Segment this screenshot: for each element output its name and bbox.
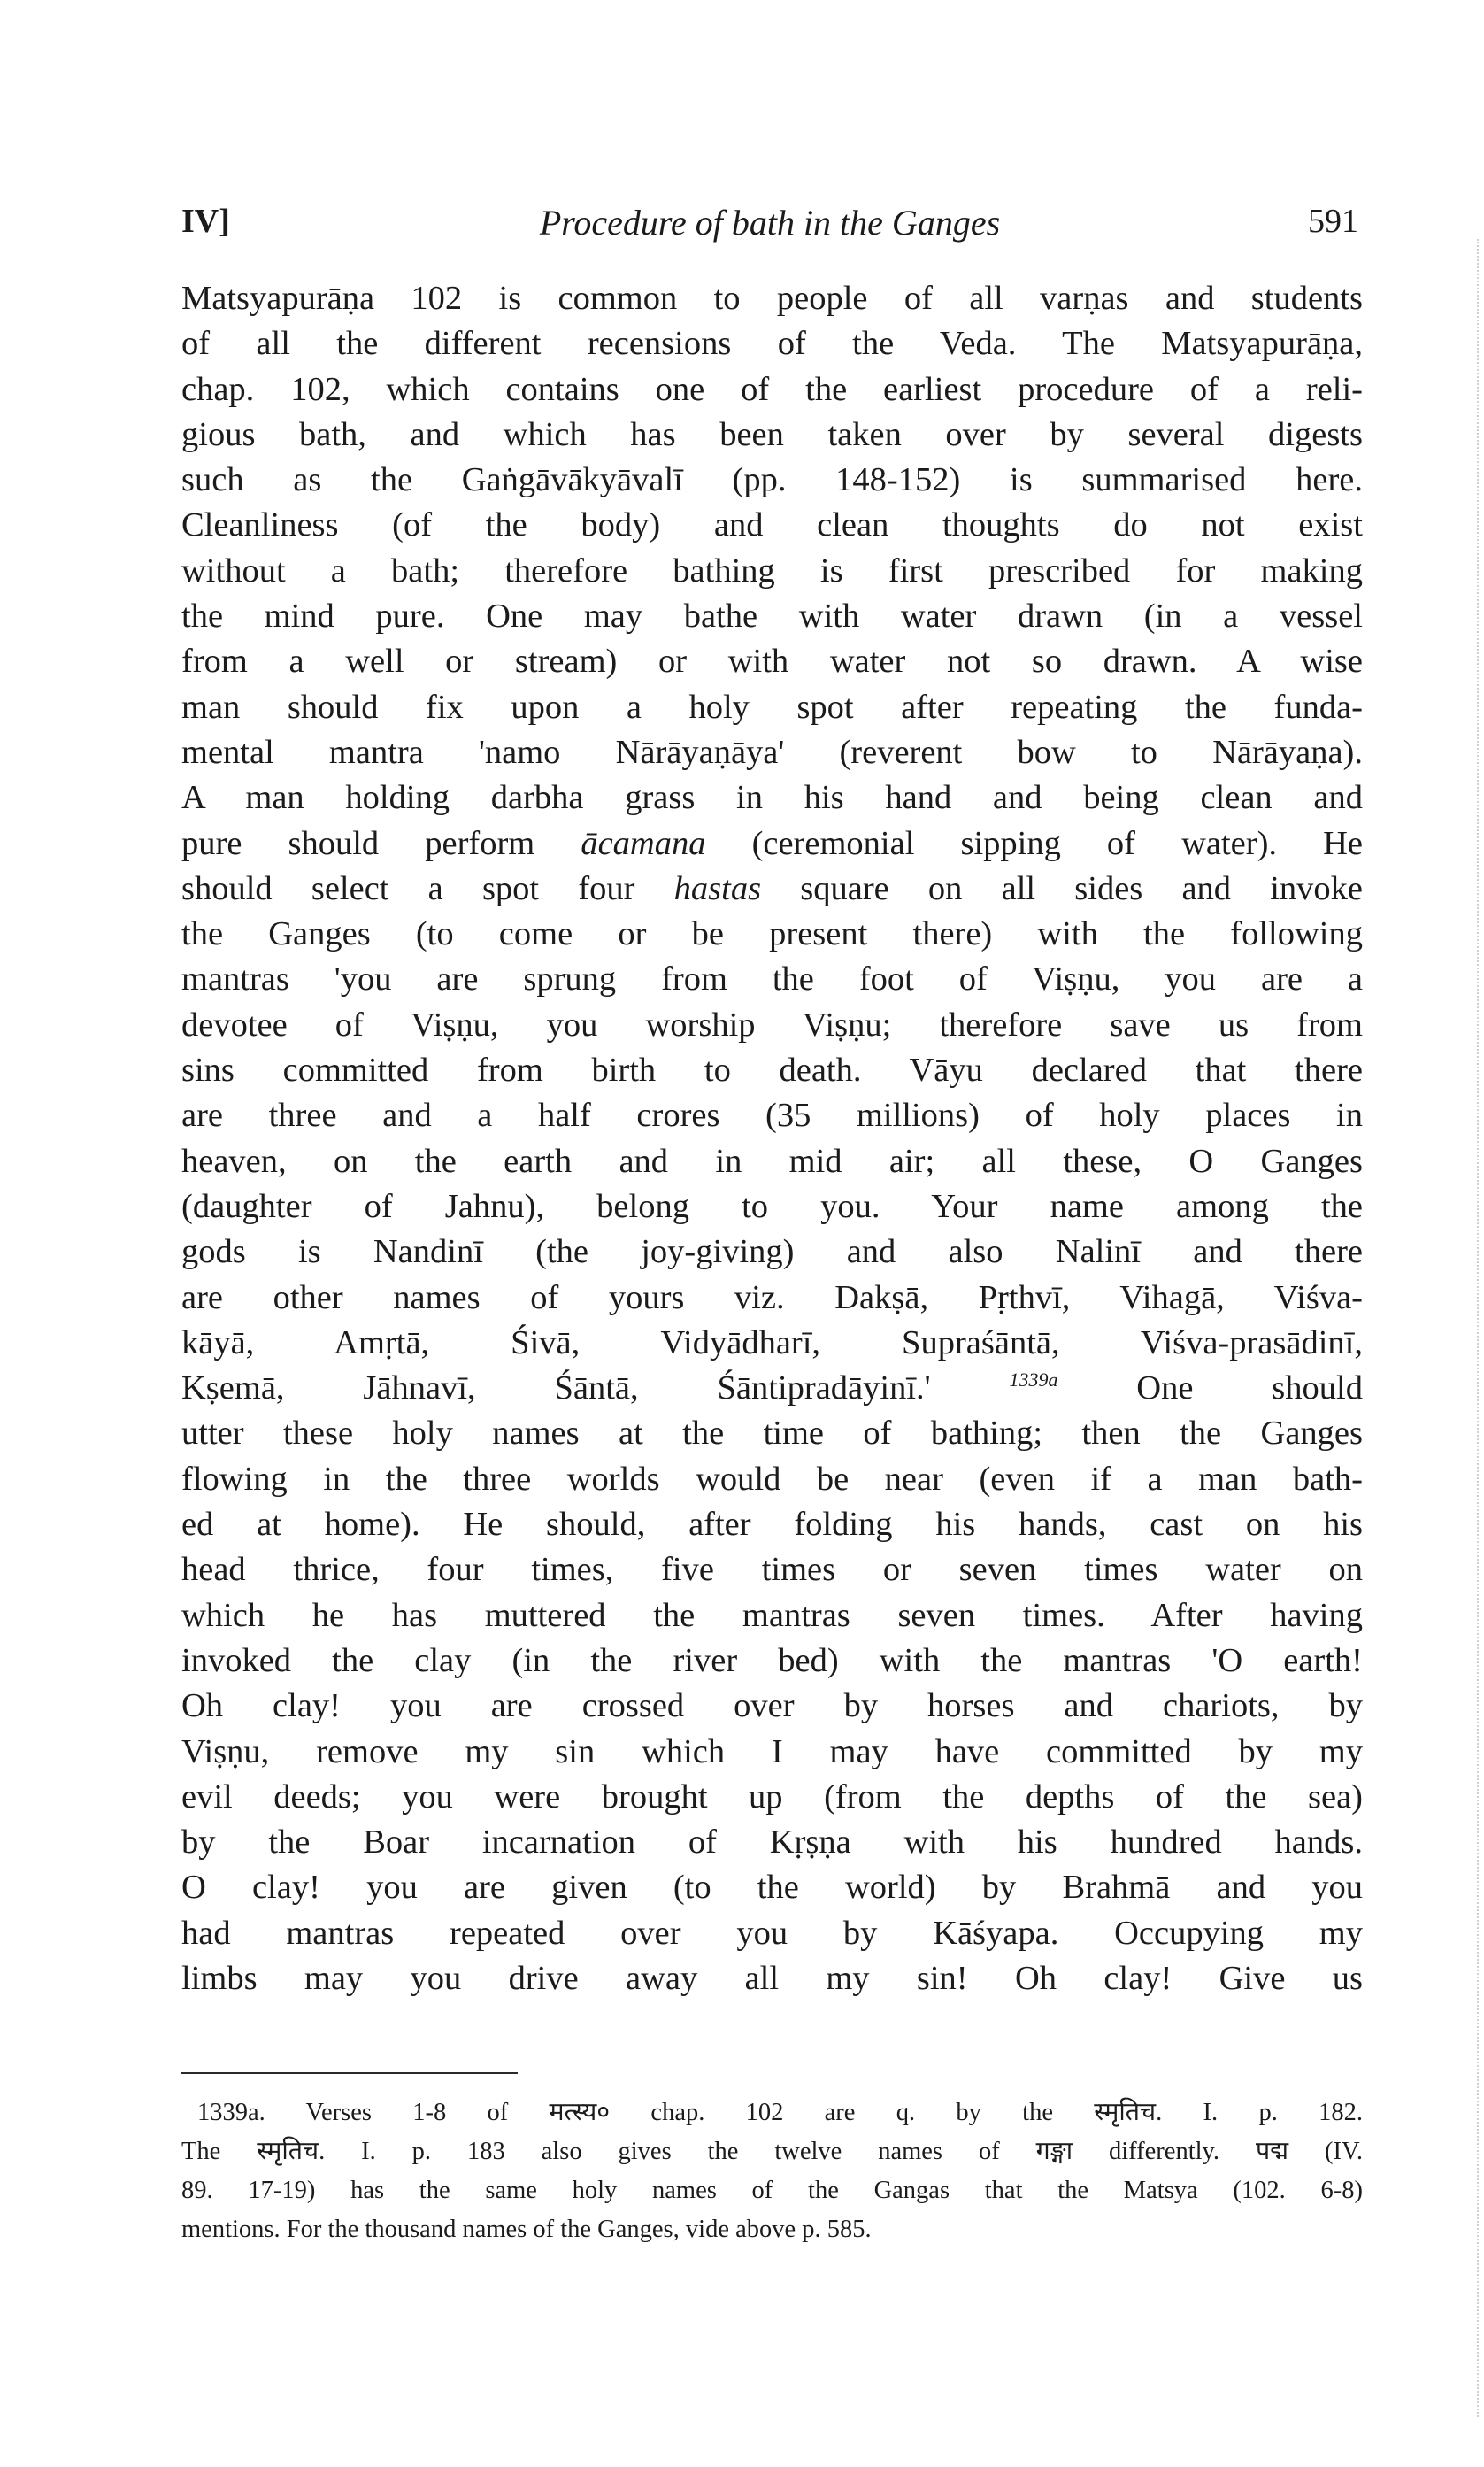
text-segment: should select a spot four: [181, 869, 635, 907]
text-line: by the Boar incarnation of Kṛṣṇa with his hundred hands.: [181, 1823, 1363, 1862]
text-line: flowing in the three worlds would be near (even if a man bath-: [181, 1460, 1363, 1498]
text-segment: square on all sides and invoke: [761, 869, 1364, 907]
text-line: [181, 821, 1363, 867]
text-line: chap. 102, which contains one of the earliest procedure of a reli-: [181, 370, 1363, 408]
text-segment: pure should perform: [181, 824, 535, 862]
text-segment: One should: [1057, 1369, 1363, 1407]
scan-margin-edge: [1477, 239, 1479, 2417]
text-line: ed at home). He should, after folding his hands, cast on his: [181, 1506, 1363, 1544]
text-line: [181, 867, 1363, 912]
footnote-divider: [181, 2072, 518, 2074]
text-line: Cleanliness (of the body) and clean thoughts do not exist: [181, 506, 1363, 544]
footnote-reference[interactable]: 1339a: [1009, 1368, 1058, 1392]
text-line: Oh clay! you are crossed over by horses and chariots, by: [181, 1687, 1363, 1725]
running-title: Procedure of bath in the Ganges: [539, 203, 1001, 243]
text-line: sins committed from birth to death. Vāyu declared that there: [181, 1052, 1363, 1090]
page-number: 591: [1308, 203, 1358, 240]
text-line: kāyā, Amṛtā, Śivā, Vidyādharī, Supraśāntā, Viśva-prasādinī,: [181, 1323, 1363, 1361]
text-line: invoked the clay (in the river bed) with the mantras 'O earth!: [181, 1641, 1363, 1679]
text-segment: Kṣemā, Jāhnavī, Śāntā, Śāntipradāyinī.': [181, 1369, 931, 1407]
running-header: [181, 202, 1358, 255]
text-line: which he has muttered the mantras seven times. After having: [181, 1596, 1363, 1634]
text-line: head thrice, four times, five times or seven times water on: [181, 1551, 1363, 1589]
text-line: evil deeds; you were brought up (from the depths of the sea): [181, 1777, 1363, 1816]
text-line: utter these holy names at the time of bathing; then the Ganges: [181, 1415, 1363, 1453]
text-line: devotee of Viṣṇu, you worship Viṣṇu; therefore save us from: [181, 1006, 1363, 1044]
text-line: without a bath; therefore bathing is first prescribed for making: [181, 551, 1363, 590]
italic-term: ācamana: [581, 824, 706, 862]
text-line: are other names of yours viz. Dakṣā, Pṛthvī, Vihagā, Viśva-: [181, 1278, 1363, 1316]
text-line: gods is Nandinī (the joy-giving) and also Nalinī and there: [181, 1233, 1363, 1271]
footnote-line: The स्मृतिच. I. p. 183 also gives the twelve names of गङ्गा differently. पद्म (IV.: [181, 2138, 1363, 2165]
text-line: limbs may you drive away all my sin! Oh clay! Give us: [181, 1959, 1363, 1997]
text-line: heaven, on the earth and in mid air; all these, O Ganges: [181, 1142, 1363, 1180]
section-number: IV]: [181, 203, 230, 240]
text-line: are three and a half crores (35 millions) of holy places in: [181, 1097, 1363, 1135]
main-text: [181, 276, 1363, 2001]
italic-term: hastas: [673, 869, 762, 907]
text-line: such as the Gaṅgāvākyāvalī (pp. 148-152) is summarised here.: [181, 461, 1363, 499]
text-segment: (ceremonial sipping of water). He: [705, 824, 1363, 862]
text-line: O clay! you are given (to the world) by Brahmā and you: [181, 1869, 1363, 1907]
text-line: the Ganges (to come or be present there) with the following: [181, 915, 1363, 953]
text-line: A man holding darbha grass in his hand and being clean and: [181, 779, 1363, 817]
text-line: the mind pure. One may bathe with water drawn (in a vessel: [181, 597, 1363, 636]
footnote-line: 1339a. Verses 1-8 of मत्स्य० chap. 102 are q. by the स्मृतिच. I. p. 182.: [197, 2099, 1363, 2126]
footnote-line: 89. 17-19) has the same holy names of the Gangas that the Matsya (102. 6-8): [181, 2177, 1363, 2204]
text-line: had mantras repeated over you by Kāśyapa. Occupying my: [181, 1914, 1363, 1952]
text-line: from a well or stream) or with water not so drawn. A wise: [181, 643, 1363, 681]
text-line: of all the different recensions of the Veda. The Matsyapurāṇa,: [181, 325, 1363, 363]
text-line: gious bath, and which has been taken over by several digests: [181, 415, 1363, 453]
text-line: [181, 1366, 1363, 1411]
text-line: Matsyapurāṇa 102 is common to people of all varṇas and students: [181, 280, 1363, 317]
footnote-line: mentions. For the thousand names of the Ganges, vide above p. 585.: [181, 2216, 872, 2243]
text-line: mental mantra 'namo Nārāyaṇāya' (reverent bow to Nārāyaṇa).: [181, 733, 1363, 771]
text-line: (daughter of Jahnu), belong to you. Your name among the: [181, 1187, 1363, 1225]
text-line: Viṣṇu, remove my sin which I may have committed by my: [181, 1732, 1363, 1770]
text-line: man should fix upon a holy spot after repeating the funda-: [181, 688, 1363, 726]
footnote: [181, 2093, 1363, 2249]
text-line: mantras 'you are sprung from the foot of Viṣṇu, you are a: [181, 960, 1363, 998]
